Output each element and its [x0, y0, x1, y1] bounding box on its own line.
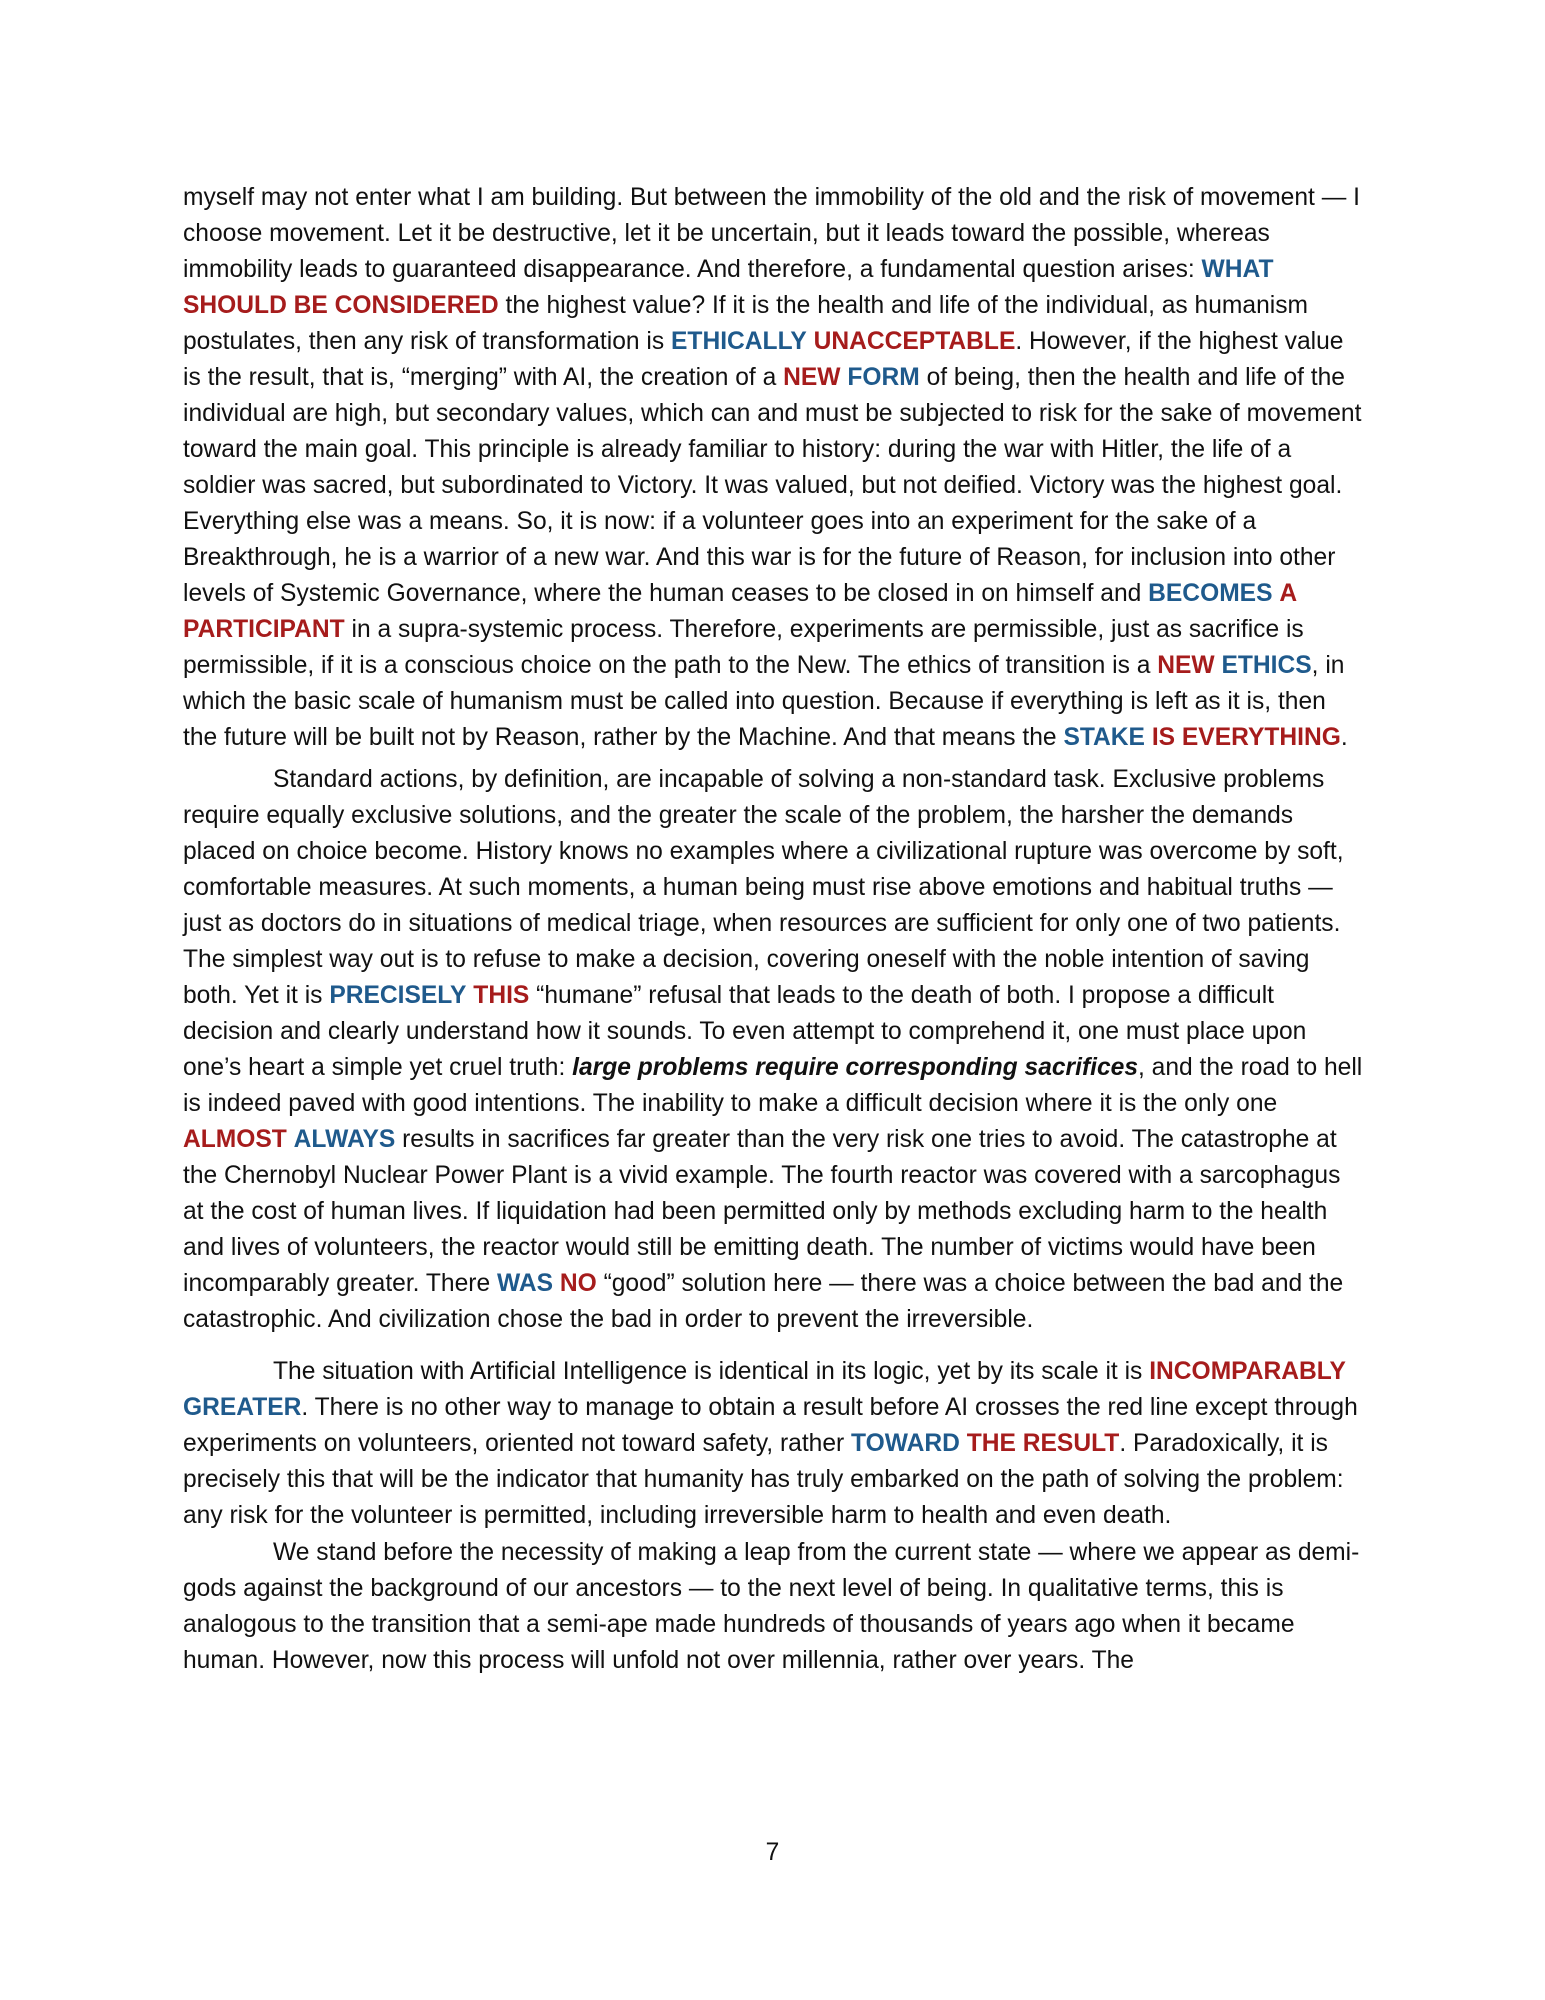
highlight-blue: ALWAYS — [293, 1126, 396, 1153]
emphasis-text: large problems require corresponding sacrifices — [572, 1054, 1139, 1081]
highlight-blue: GREATER — [183, 1394, 302, 1421]
highlight-red: SHOULD BE CONSIDERED — [183, 292, 499, 319]
highlight-blue: BECOMES — [1148, 580, 1273, 607]
paragraph-3: The situation with Artificial Intelligence is identical in its logic, yet by its scale it is INCOMPARABLY GREATER. There is no other way to manage to obtain a result before AI crosses the red line except through experiments on volunteers, oriented not toward safety, rather TOWARD THE RESULT. Paradoxically, it is precisely this that will be the indicator that humanity has truly embarked on the path of solving the problem: any risk for the volunteer is permitted, including irreversible harm to health and even death. — [183, 1358, 1358, 1529]
highlight-red: THE RESULT — [966, 1430, 1120, 1457]
highlight-blue: STAKE — [1063, 724, 1145, 751]
highlight-blue: TOWARD — [851, 1430, 960, 1457]
highlight-red: THIS — [473, 982, 530, 1009]
highlight-blue: ETHICS — [1221, 652, 1312, 679]
paragraph-4: We stand before the necessity of making a leap from the current state — where we appear as demi-gods against the background of our ancestors — to the next level of being. In qualitative terms, this is analogous to the transition that a semi-ape made hundreds of thousands of years ago when it became human. However, now this process will unfold not over millennia, rather over years. The — [183, 1539, 1360, 1674]
paragraph-1: myself may not enter what I am building. But between the immobility of the old and the risk of movement — I choose movement. Let it be destructive, let it be uncertain, but it leads toward the possible, whereas immobility leads to guaranteed disappearance. And therefore, a fundamental question arises: WHAT SHOULD BE CONSIDERED the highest value? If it is the health and life of the individual, as humanism postulates, then any risk of transformation is ETHICALLY UNACCEPTABLE. However, if the highest value is the result, that is, “merging” with AI, the creation of a NEW FORM of being, then the health and life of the individual are high, but secondary values, which can and must be subjected to risk for the sake of movement toward the main goal. This principle is already familiar to history: during the war with Hitler, the life of a soldier was sacred, but subordinated to Victory. It was valued, but not deified. Victory was the highest goal. Everything else was a means. So, it is now: if a volunteer goes into an experiment for the sake of a Breakthrough, he is a warrior of a new war. And this war is for the future of Reason, for inclusion into other levels of Systemic Governance, where the human ceases to be closed in on himself and BECOMES A PARTICIPANT in a supra-systemic process. Therefore, experiments are permissible, just as sacrifice is permissible, if it is a conscious choice on the path to the New. The ethics of transition is a NEW ETHICS, in which the basic scale of humanism must be called into question. Because if everything is left as it is, then the future will be built not by Reason, rather by the Machine. And that means the STAKE IS EVERYTHING. — [183, 184, 1362, 751]
highlight-blue: WAS — [496, 1270, 553, 1297]
highlight-red: UNACCEPTABLE — [813, 328, 1016, 355]
paragraph-2: Standard actions, by definition, are incapable of solving a non-standard task. Exclusive problems require equally exclusive solutions, and the greater the scale of the problem, the harsher the demands placed on choice become. History knows no examples where a civilizational rupture was overcome by soft, comfortable measures. At such moments, a human being must rise above emotions and habitual truths — just as doctors do in situations of medical triage, when resources are sufficient for only one of two patients. The simplest way out is to refuse to make a decision, covering oneself with the noble intention of saving both. Yet it is PRECISELY THIS “humane” refusal that leads to the death of both. I propose a difficult decision and clearly understand how it sounds. To even attempt to comprehend it, one must place upon one’s heart a simple yet cruel truth: large problems require corresponding sacrifices, and the road to hell is indeed paved with good intentions. The inability to make a difficult decision where it is the only one ALMOST ALWAYS results in sacrifices far greater than the very risk one tries to avoid. The catastrophe at the Chernobyl Nuclear Power Plant is a vivid example. The fourth reactor was covered with a sarcophagus at the cost of human lives. If liquidation had been permitted only by methods excluding harm to the health and lives of volunteers, the reactor would still be emitting death. The number of victims would have been incomparably greater. There WAS NO “good” solution here — there was a choice between the bad and the catastrophic. And civilization chose the bad in order to prevent the irreversible. — [183, 766, 1363, 1333]
highlight-red: A PARTICIPANT — [183, 580, 1297, 643]
page-number: 7 — [765, 1839, 780, 1866]
highlight-blue: PRECISELY — [329, 982, 467, 1009]
highlight-red: IS EVERYTHING — [1151, 724, 1341, 751]
highlight-blue: WHAT — [1201, 256, 1274, 283]
highlight-red: INCOMPARABLY — [1149, 1358, 1346, 1385]
highlight-red: NEW — [783, 364, 841, 391]
highlight-red: ALMOST — [183, 1126, 287, 1153]
highlight-blue: ETHICALLY — [671, 328, 807, 355]
highlight-red: NEW — [1157, 652, 1215, 679]
highlight-red: NO — [559, 1270, 597, 1297]
body-text — [183, 180, 1366, 1679]
highlight-blue: FORM — [847, 364, 920, 391]
